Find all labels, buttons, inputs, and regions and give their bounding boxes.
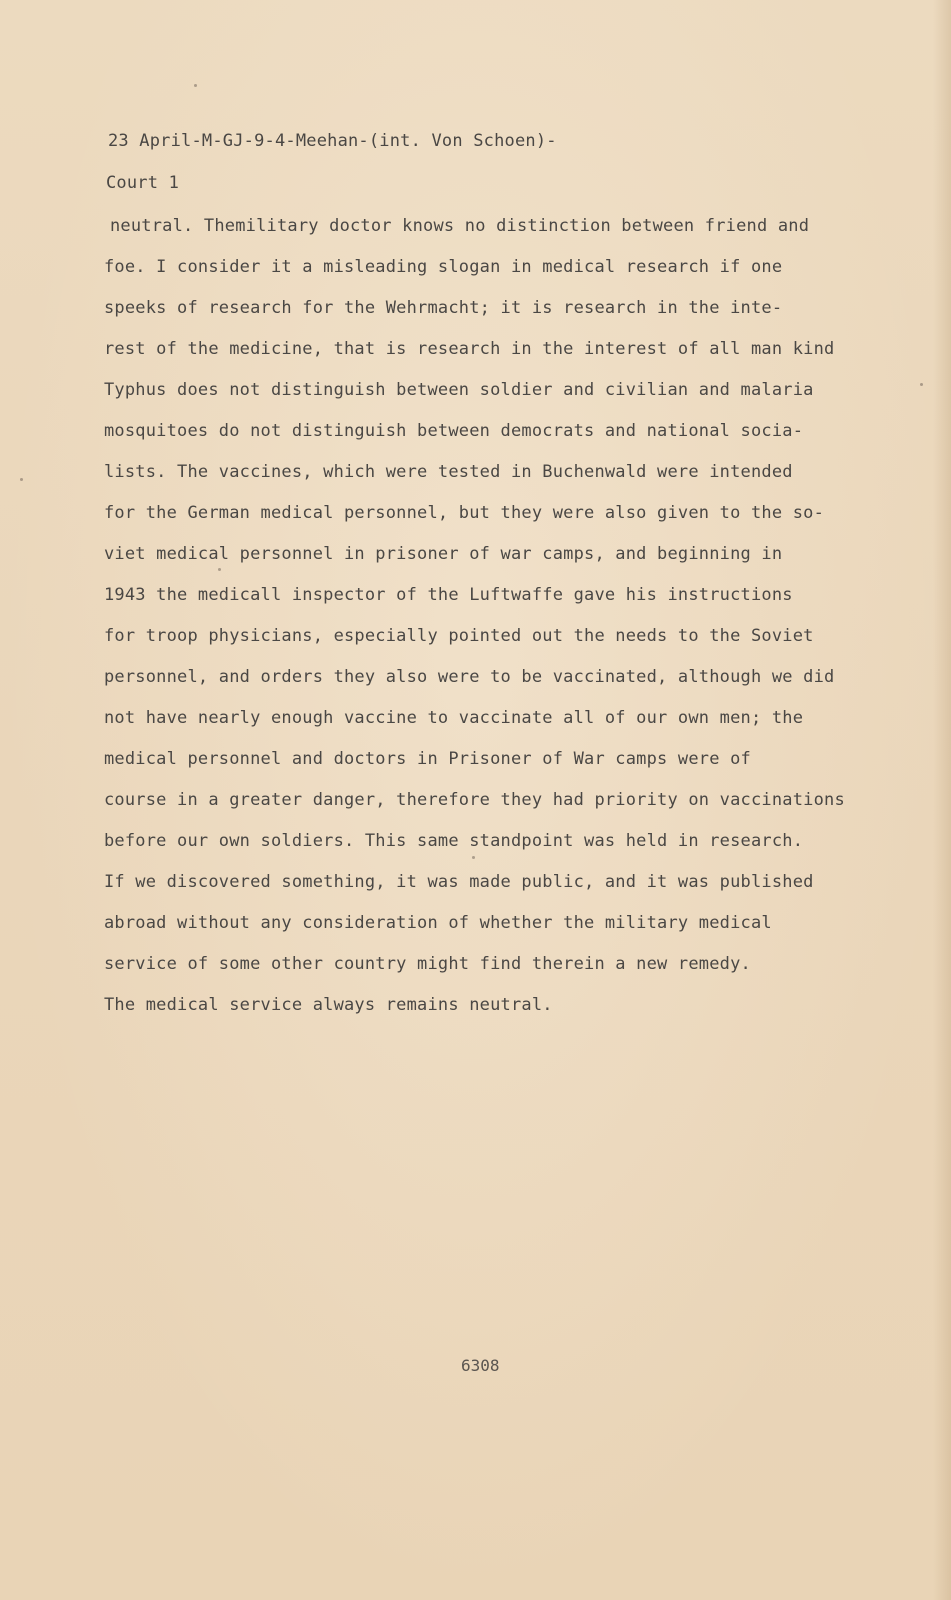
text-line: not have nearly enough vaccine to vaccinate all of our own men; the xyxy=(104,708,804,728)
paper-speck xyxy=(194,84,197,87)
paper-speck xyxy=(920,383,923,386)
text-line: for the German medical personnel, but they were also given to the so- xyxy=(104,503,825,523)
text-line: before our own soldiers. This same standpoint was held in research. xyxy=(104,831,804,851)
paper-speck xyxy=(20,478,23,481)
text-line: The medical service always remains neutral. xyxy=(104,995,553,1015)
text-line: 1943 the medicall inspector of the Luftwaffe gave his instructions xyxy=(104,585,793,605)
text-line: neutral. Themilitary doctor knows no distinction between friend and xyxy=(110,216,810,236)
text-line: service of some other country might find therein a new remedy. xyxy=(104,954,751,974)
text-line: medical personnel and doctors in Prisoner of War camps were of xyxy=(104,749,751,769)
text-line: lists. The vaccines, which were tested in Buchenwald were intended xyxy=(104,462,793,482)
text-line: speeks of research for the Wehrmacht; it is research in the inte- xyxy=(104,298,783,318)
text-line: rest of the medicine, that is research in the interest of all man kind xyxy=(104,339,835,359)
court-label: Court 1 xyxy=(106,173,180,193)
text-line: viet medical personnel in prisoner of war camps, and beginning in xyxy=(104,544,783,564)
text-line: Typhus does not distinguish between soldier and civilian and malaria xyxy=(104,380,814,400)
text-line: personnel, and orders they also were to be vaccinated, although we did xyxy=(104,667,835,687)
text-line: If we discovered something, it was made public, and it was published xyxy=(104,872,814,892)
text-line: course in a greater danger, therefore they had priority on vaccinations xyxy=(104,790,845,810)
text-line: foe. I consider it a misleading slogan in medical research if one xyxy=(104,257,783,277)
testimony-body xyxy=(104,206,884,1026)
page-edge-shadow xyxy=(933,0,951,1600)
text-line: mosquitoes do not distinguish between democrats and national socia- xyxy=(104,421,804,441)
text-line: abroad without any consideration of whether the military medical xyxy=(104,913,772,933)
text-line: for troop physicians, especially pointed out the needs to the Soviet xyxy=(104,626,814,646)
document-header: 23 April-M-GJ-9-4-Meehan-(int. Von Schoen)- xyxy=(108,131,557,151)
page-number: 6308 xyxy=(461,1356,500,1375)
